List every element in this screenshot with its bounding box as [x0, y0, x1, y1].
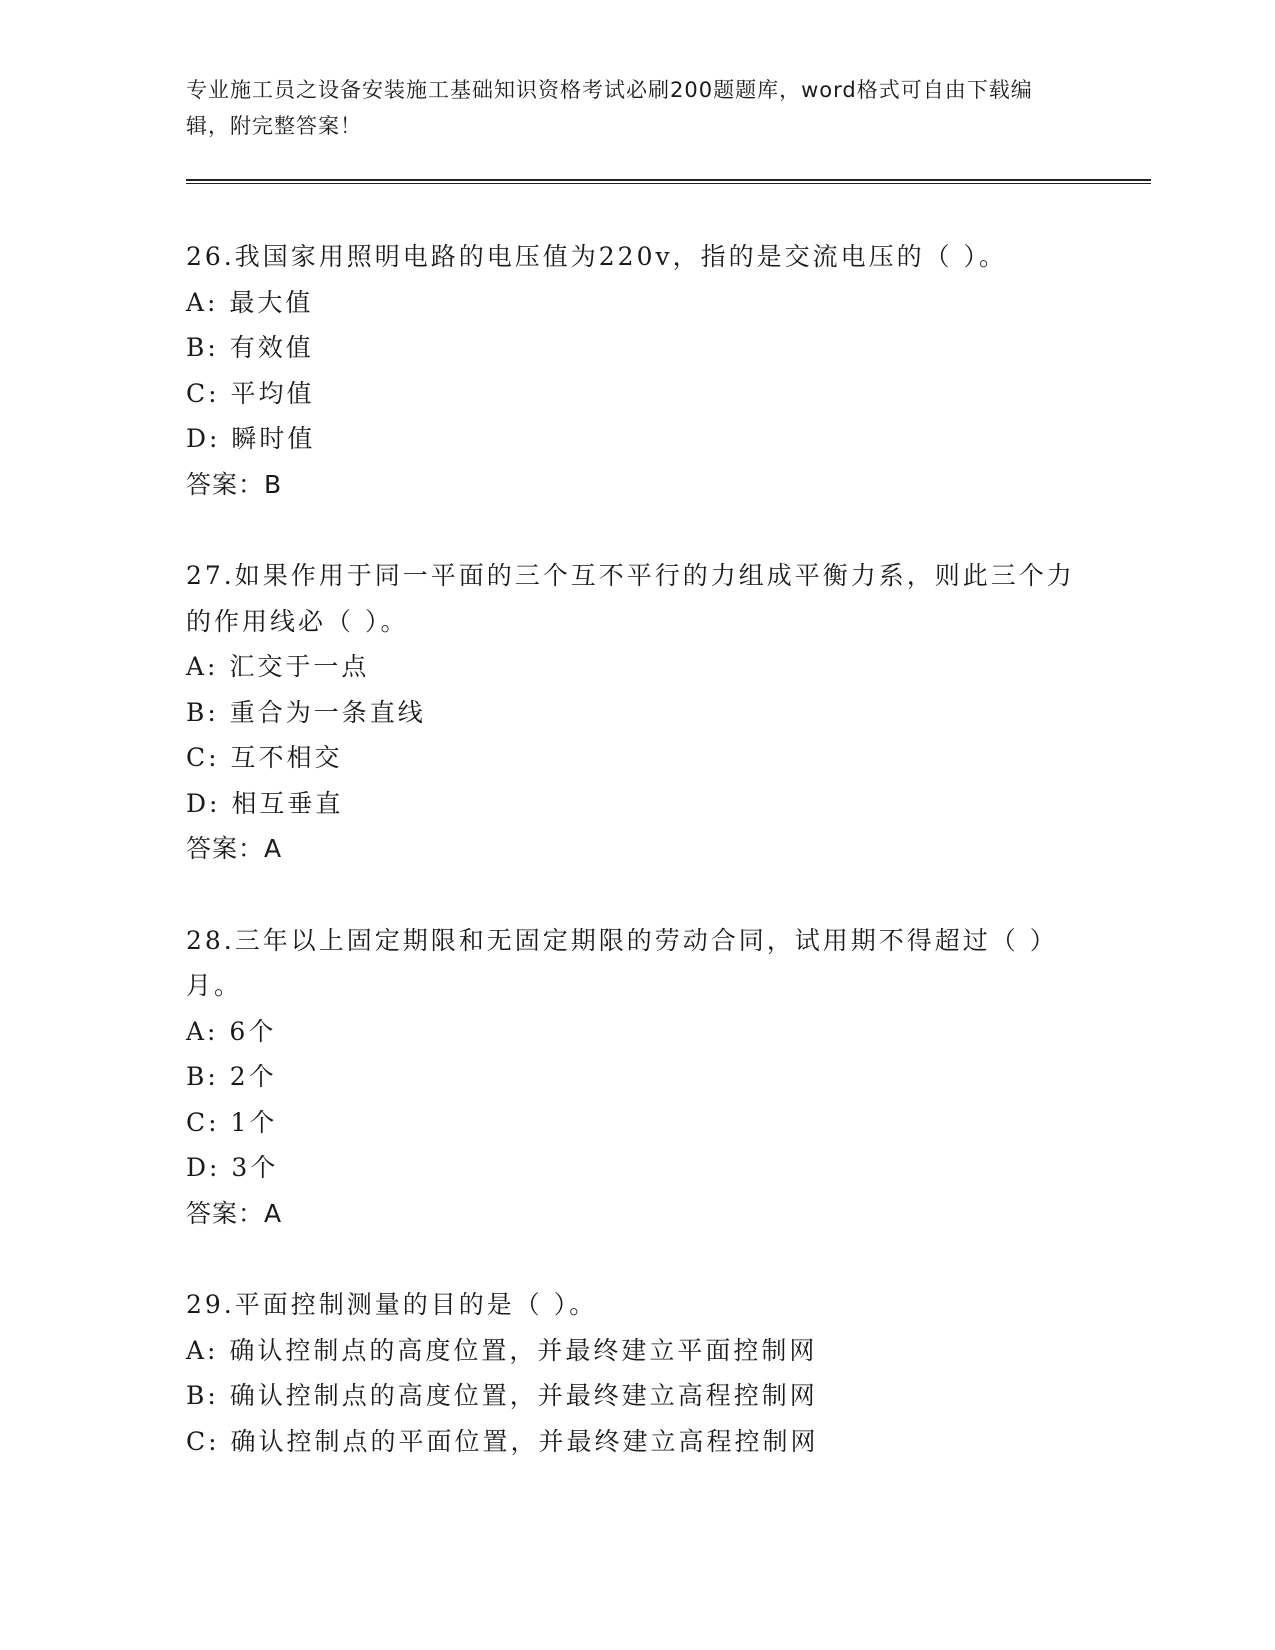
question-text: 27.如果作用于同一平面的三个互不平行的力组成平衡力系，则此三个力的作用线必（ ）。	[186, 561, 1075, 636]
option-b: B: 确认控制点的高度位置，并最终建立高程控制网	[186, 1381, 818, 1410]
document-header: 专业施工员之设备安装施工基础知识资格考试必刷200题题库，word格式可自由下载编辑，附完整答案！	[186, 78, 1033, 138]
option-a: A: 确认控制点的高度位置，并最终建立平面控制网	[186, 1335, 818, 1365]
question-text: 26.我国家用照明电路的电压值为220v，指的是交流电压的（ ）。	[186, 242, 1008, 271]
option-b: B: 2个	[186, 1062, 277, 1091]
option-b: B: 有效值	[186, 333, 314, 362]
answer: 答案：A	[186, 1198, 283, 1228]
option-c: C: 平均值	[186, 378, 315, 408]
option-a: A: 汇交于一点	[186, 652, 370, 681]
option-b: B: 重合为一条直线	[186, 697, 426, 727]
option-d: D: 3个	[186, 1153, 279, 1182]
header-rule-thin	[186, 183, 1151, 184]
option-c: C: 确认控制点的平面位置，并最终建立高程控制网	[186, 1426, 819, 1456]
question-text: 28.三年以上固定期限和无固定期限的劳动合同，试用期不得超过（ ）月。	[186, 925, 1058, 1000]
option-d: D: 相互垂直	[186, 788, 344, 818]
question-list	[186, 234, 1086, 1510]
answer: 答案：B	[186, 469, 283, 499]
option-c: C: 互不相交	[186, 743, 343, 772]
question-text: 29.平面控制测量的目的是（ ）。	[186, 1290, 598, 1319]
question-29	[186, 1282, 1086, 1464]
header-rule-thick	[186, 179, 1151, 181]
option-a: A: 6个	[186, 1016, 277, 1046]
question-27	[186, 553, 1086, 872]
question-26	[186, 234, 1086, 507]
answer: 答案：A	[186, 834, 283, 863]
option-c: C: 1个	[186, 1107, 278, 1137]
option-d: D: 瞬时值	[186, 424, 316, 453]
question-28	[186, 918, 1086, 1237]
option-a: A: 最大值	[186, 287, 314, 317]
